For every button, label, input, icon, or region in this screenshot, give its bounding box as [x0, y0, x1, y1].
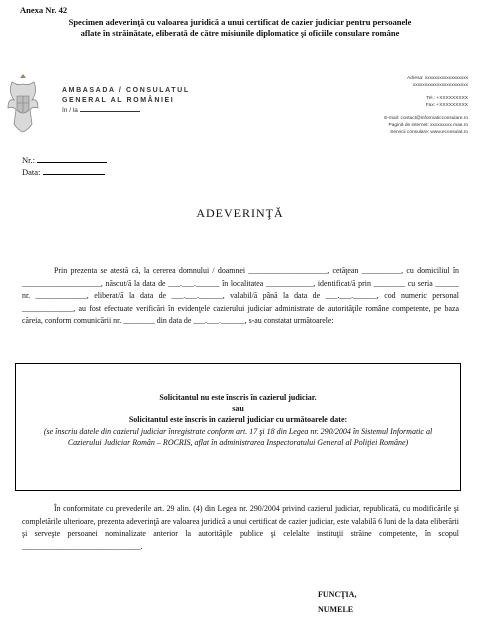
contact-email: E-mail: contact@informaticconsulare.ro	[384, 116, 468, 121]
signature-name: NUMELE	[318, 605, 354, 614]
signature-function: FUNCŢIA,	[318, 590, 357, 599]
heading-line-1: Specimen adeverinţă cu valoarea juridică a unui certificat de cazier judiciar pentru persoanele	[68, 17, 412, 27]
conclusion-paragraph: În conformitate cu prevederile art. 29 alin. (4) din Legea nr. 290/2004 privind cazierul judiciar, republicată, cu modificările şi completările ulterioare, prezenta adeverinţă are valoarea juridică a unui certificat de cazier judiciar, este valabilă 6 luni de la data eliberării şi serveşte persoanei nominalizate anterior la autorităţile publice şi celelalte instituţii străine competente, în scopul ______________________________.	[22, 504, 459, 551]
document-title: ADEVERINŢĂ	[196, 206, 284, 220]
contact-consular-services: Servicii consulare: www.econsulat.ro	[390, 130, 468, 135]
annex-number: Anexa Nr. 42	[20, 5, 68, 15]
option-registered: Solicitantul este înscris în cazierul judiciar cu următoarele date:	[128, 415, 348, 424]
contact-website: Pagină de internet: xxxxxxxxx.mae.ro	[388, 123, 468, 128]
registry-note: (se înscriu datele din cazierul judiciar înregistrate conform art. 17 şi 18 din Legea nr. 290/2004 în Sistemul Informatic al Cazierului Judiciar Român – ROCRIS, aflat în administrarea Inspectoratului General al Poliţiei Române)	[43, 427, 433, 447]
contact-address: Adresa: xxxxxxxxxxxxxxxxxx	[406, 76, 468, 81]
embassy-line-3: în / la	[62, 107, 140, 114]
option-separator: sau	[232, 404, 244, 413]
contact-fax: Fax: +XXXXXXXXX	[425, 103, 468, 108]
option-not-registered: Solicitantul nu este înscris în cazierul judiciar.	[159, 393, 317, 402]
contact-address-2: xxxxxxxxxxxxxxxxxxxxxxx	[412, 83, 468, 88]
document-heading	[10, 17, 470, 39]
coat-of-arms-icon	[6, 72, 40, 134]
heading-line-2: aflate în străinătate, eliberată de către misiunile diplomatice şi oficiile consulare române	[80, 28, 400, 38]
embassy-line-1: AMBASADA / CONSULATUL	[62, 87, 190, 94]
intro-paragraph: Prin prezenta se atestă că, la cererea domnului / doamnei ____________________, cetăţean __________, cu domiciliul în ____________________, născut/ă la data de ___.___.______ în localitatea ____________, identificat/ă prin ________ cu seria ______ nr. _____________, eliberat/ă la data de ___.___.______, valabil/ă până la data de ___.___.______, cod numeric personal _____________, au fost efectuate verificări în evidenţele cazierului judiciar administrate de autorităţile române competente, pe baza căreia, conform comunicării nr. ________ din data de ___.___.______, s-au constatat următoarele:	[22, 266, 459, 325]
date-field: Data:	[22, 167, 105, 177]
contact-tel: Tel.: +XXXXXXXXX	[426, 96, 468, 101]
number-field: Nr.:	[22, 155, 107, 165]
embassy-line-2: GENERAL AL ROMÂNIEI	[62, 97, 175, 104]
